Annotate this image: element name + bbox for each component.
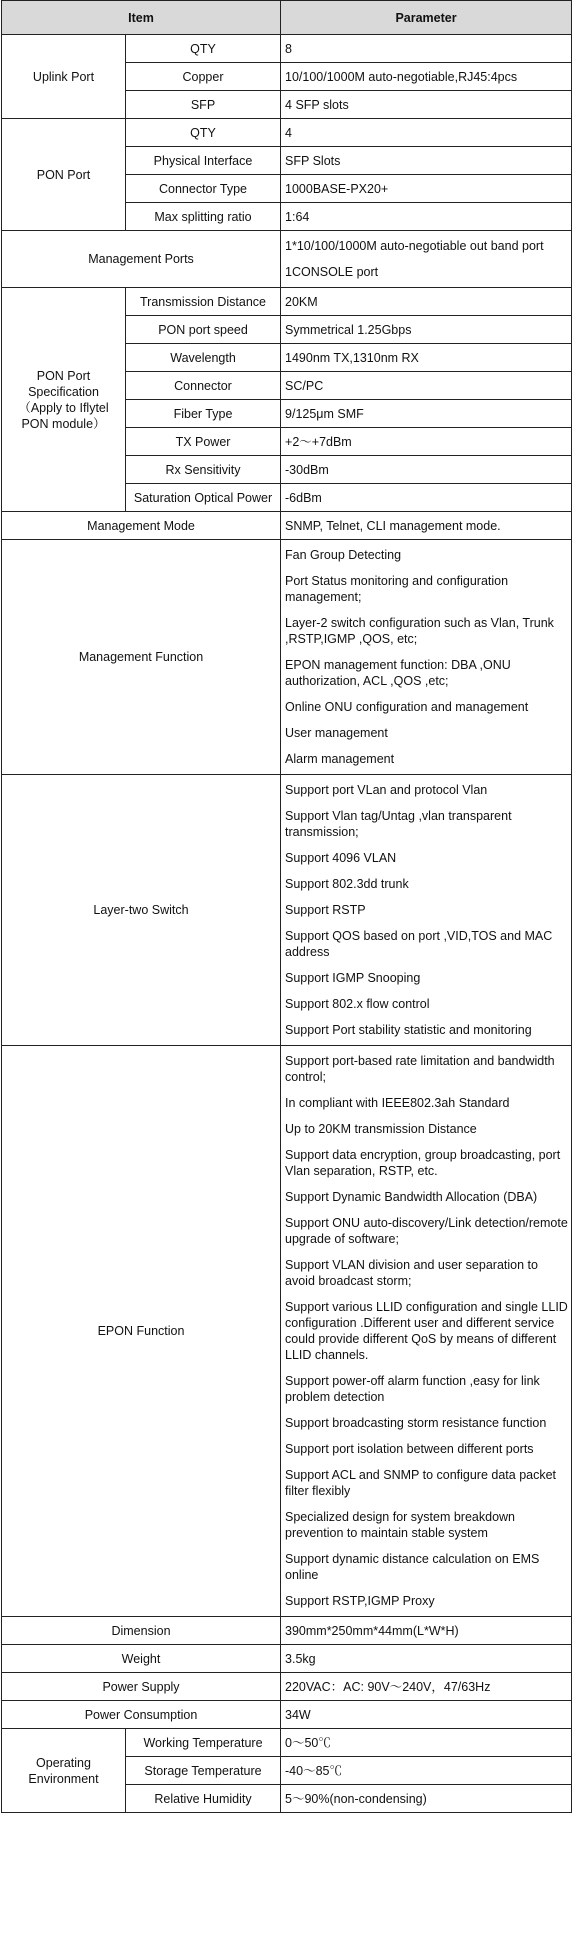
parameter-value: Support RSTP	[285, 903, 366, 917]
parameter-value: 1000BASE-PX20+	[285, 181, 389, 196]
group-label-management-ports: Management Ports	[2, 231, 281, 288]
parameter-cell	[281, 428, 572, 456]
parameter-value: 1CONSOLE port	[285, 265, 379, 279]
parameter-value: Specialized design for system breakdown prevention to maintain stable system	[285, 1510, 515, 1540]
parameter-cell	[281, 1729, 572, 1757]
parameter-value: Support dynamic distance calculation on EMS online	[285, 1552, 540, 1582]
parameter-cell	[281, 1617, 572, 1645]
group-label-operating-environment: Operating Environment	[2, 1729, 126, 1813]
header-parameter: Parameter	[281, 1, 572, 35]
sub-label: Max splitting ratio	[126, 203, 281, 231]
parameter-cell	[281, 400, 572, 428]
group-label-management-mode: Management Mode	[2, 512, 281, 540]
parameter-value: Support 4096 VLAN	[285, 851, 397, 865]
sub-label: PON port speed	[126, 316, 281, 344]
parameter-cell	[281, 1757, 572, 1785]
table-row	[2, 35, 572, 63]
parameter-value: -30dBm	[285, 462, 329, 477]
parameter-value: -40～85℃	[285, 1763, 342, 1778]
parameter-value: 1:64	[285, 209, 310, 224]
parameter-cell	[281, 344, 572, 372]
table-row	[2, 1673, 572, 1701]
parameter-value: Support port VLan and protocol Vlan	[285, 783, 488, 797]
parameter-value: Layer-2 switch configuration such as Vlan, Trunk ,RSTP,IGMP ,QOS, etc;	[285, 616, 554, 646]
table-row	[2, 119, 572, 147]
parameter-value: Support broadcasting storm resistance function	[285, 1416, 547, 1430]
parameter-cell	[281, 1046, 572, 1617]
parameter-value: SC/PC	[285, 378, 324, 393]
parameter-value: Support port-based rate limitation and bandwidth control;	[285, 1054, 555, 1084]
sub-label: Saturation Optical Power	[126, 484, 281, 512]
parameter-value: Symmetrical 1.25Gbps	[285, 322, 412, 337]
parameter-value: Support VLAN division and user separation to avoid broadcast storm;	[285, 1258, 538, 1288]
sub-label: Transmission Distance	[126, 288, 281, 316]
sub-label: QTY	[126, 119, 281, 147]
parameter-cell	[281, 484, 572, 512]
sub-label: Wavelength	[126, 344, 281, 372]
parameter-value: 220VAC：AC: 90V～240V，47/63Hz	[285, 1679, 491, 1694]
parameter-value: 10/100/1000M auto-negotiable,RJ45:4pcs	[285, 69, 518, 84]
group-label-management-function: Management Function	[2, 540, 281, 775]
group-label-weight: Weight	[2, 1645, 281, 1673]
parameter-value: 3.5kg	[285, 1651, 316, 1666]
parameter-value: Support IGMP Snooping	[285, 971, 421, 985]
parameter-value: Support Vlan tag/Untag ,vlan transparent transmission;	[285, 809, 512, 839]
sub-label: Rx Sensitivity	[126, 456, 281, 484]
parameter-cell	[281, 1785, 572, 1813]
parameter-value: Support QOS based on port ,VID,TOS and MAC address	[285, 929, 553, 959]
table-row	[2, 1701, 572, 1729]
parameter-cell	[281, 35, 572, 63]
parameter-value: 5～90%(non-condensing)	[285, 1791, 427, 1806]
parameter-cell	[281, 1645, 572, 1673]
parameter-value: 390mm*250mm*44mm(L*W*H)	[285, 1623, 459, 1638]
group-label-layer-two-switch: Layer-two Switch	[2, 775, 281, 1046]
sub-label: QTY	[126, 35, 281, 63]
parameter-cell	[281, 1701, 572, 1729]
parameter-value: 0～50℃	[285, 1735, 331, 1750]
parameter-cell	[281, 91, 572, 119]
parameter-value: -6dBm	[285, 490, 322, 505]
parameter-value: Support ACL and SNMP to configure data packet filter flexibly	[285, 1468, 557, 1498]
parameter-value: User management	[285, 726, 388, 740]
parameter-cell	[281, 63, 572, 91]
sub-label: TX Power	[126, 428, 281, 456]
parameter-value: SFP Slots	[285, 153, 341, 168]
parameter-value: +2～+7dBm	[285, 434, 352, 449]
parameter-value: SNMP, Telnet, CLI management mode.	[285, 518, 501, 533]
header-row	[2, 1, 572, 35]
group-label-pon-port: PON Port	[2, 119, 126, 231]
group-label-power-consumption: Power Consumption	[2, 1701, 281, 1729]
sub-label: Working Temperature	[126, 1729, 281, 1757]
group-label-uplink-port: Uplink Port	[2, 35, 126, 119]
parameter-cell	[281, 540, 572, 775]
parameter-value: Alarm management	[285, 752, 395, 766]
parameter-value: 1*10/100/1000M auto-negotiable out band port	[285, 239, 544, 253]
group-label-pon-port-specification: PON Port Specification （Apply to Iflytel PON module）	[2, 288, 126, 512]
parameter-value: 20KM	[285, 294, 318, 309]
group-label-dimension: Dimension	[2, 1617, 281, 1645]
parameter-value: In compliant with IEEE802.3ah Standard	[285, 1096, 510, 1110]
group-label-epon-function: EPON Function	[2, 1046, 281, 1617]
table-row	[2, 1645, 572, 1673]
parameter-cell	[281, 175, 572, 203]
parameter-cell	[281, 147, 572, 175]
parameter-value: Support data encryption, group broadcasting, port Vlan separation, RSTP, etc.	[285, 1148, 561, 1178]
sub-label: Fiber Type	[126, 400, 281, 428]
sub-label: Relative Humidity	[126, 1785, 281, 1813]
parameter-value: Support various LLID configuration and single LLID configuration .Different user and different service could provide different QoS by means of different LLID channels.	[285, 1300, 568, 1362]
parameter-value: 1490nm TX,1310nm RX	[285, 350, 419, 365]
parameter-value: Fan Group Detecting	[285, 548, 402, 562]
parameter-value: Online ONU configuration and management	[285, 700, 529, 714]
parameter-value: Support Dynamic Bandwidth Allocation (DBA)	[285, 1190, 538, 1204]
table-row	[2, 1729, 572, 1757]
table-row	[2, 775, 572, 1046]
table-row	[2, 1617, 572, 1645]
table-row	[2, 1046, 572, 1617]
spec-table	[1, 0, 572, 1813]
parameter-cell	[281, 316, 572, 344]
parameter-value: 34W	[285, 1707, 311, 1722]
parameter-value: Port Status monitoring and configuration management;	[285, 574, 509, 604]
parameter-value: Support 802.x flow control	[285, 997, 430, 1011]
parameter-value: Support 802.3dd trunk	[285, 877, 409, 891]
sub-label: Copper	[126, 63, 281, 91]
parameter-value: Up to 20KM transmission Distance	[285, 1122, 477, 1136]
parameter-value: 9/125μm SMF	[285, 406, 364, 421]
parameter-value: Support Port stability statistic and monitoring	[285, 1023, 532, 1037]
parameter-cell	[281, 372, 572, 400]
sub-label: Connector Type	[126, 175, 281, 203]
parameter-cell	[281, 119, 572, 147]
table-row	[2, 512, 572, 540]
sub-label: Physical Interface	[126, 147, 281, 175]
spec-body	[2, 35, 572, 1813]
table-row	[2, 540, 572, 775]
header-item: Item	[2, 1, 281, 35]
table-row	[2, 231, 572, 288]
parameter-cell	[281, 1673, 572, 1701]
parameter-cell	[281, 512, 572, 540]
parameter-value: 4 SFP slots	[285, 97, 349, 112]
parameter-cell	[281, 775, 572, 1046]
parameter-value: Support RSTP,IGMP Proxy	[285, 1594, 435, 1608]
parameter-cell	[281, 456, 572, 484]
table-row	[2, 288, 572, 316]
parameter-value: Support ONU auto-discovery/Link detection/remote upgrade of software;	[285, 1216, 568, 1246]
parameter-value: 4	[285, 125, 292, 140]
parameter-value: 8	[285, 41, 292, 56]
group-label-power-supply: Power Supply	[2, 1673, 281, 1701]
sub-label: Storage Temperature	[126, 1757, 281, 1785]
parameter-value: Support power-off alarm function ,easy for link problem detection	[285, 1374, 540, 1404]
parameter-value: EPON management function: DBA ,ONU authorization, ACL ,QOS ,etc;	[285, 658, 511, 688]
parameter-cell	[281, 231, 572, 288]
parameter-cell	[281, 203, 572, 231]
parameter-value: Support port isolation between different ports	[285, 1442, 534, 1456]
parameter-cell	[281, 288, 572, 316]
sub-label: Connector	[126, 372, 281, 400]
sub-label: SFP	[126, 91, 281, 119]
